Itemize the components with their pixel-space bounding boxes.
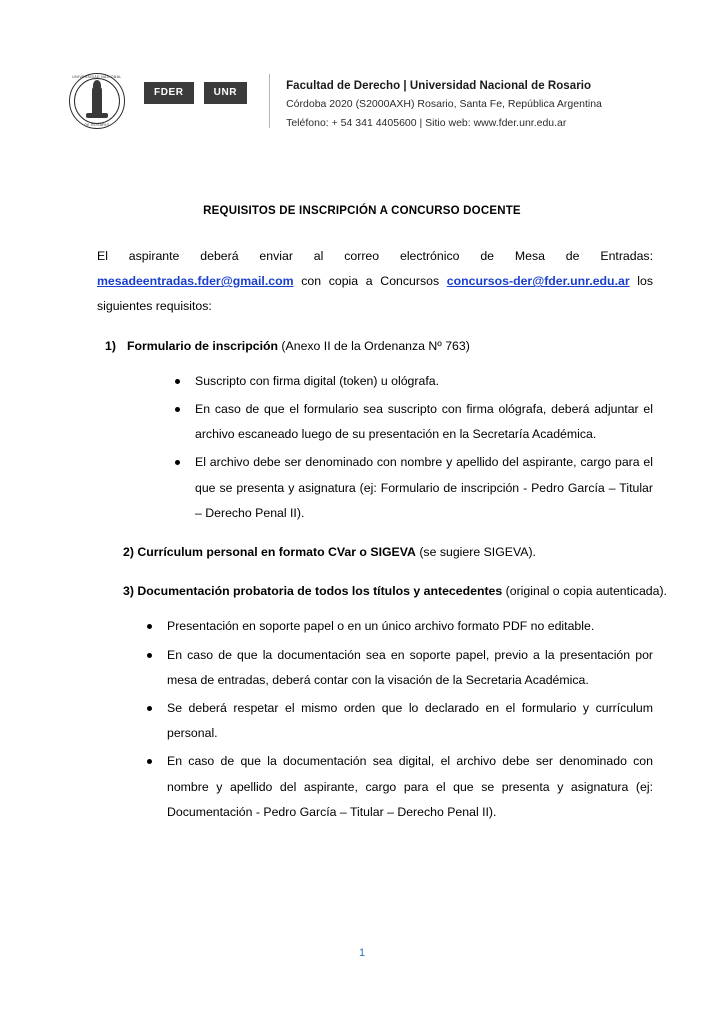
crest-top-text: UNIVERSIDAD NACIONAL [72, 75, 122, 79]
list-item: Suscripto con firma digital (token) u ológrafa. [169, 369, 653, 394]
faculty-logos [144, 82, 247, 104]
institution-address: Córdoba 2020 (S2000AXH) Rosario, Santa Fe, República Argentina [286, 98, 602, 111]
requirement-3-detail: (original o copia autenticada). [502, 584, 667, 599]
intro-text-part2: con copia a Concursos [293, 274, 447, 289]
requirement-1-bullets [169, 369, 653, 526]
crest-bottom-text: DE ROSARIO [84, 123, 110, 127]
list-item: En caso de que la documentación sea en soporte papel, previo a la presentación por mesa de entradas, deberá contar con la visación de la Secretaria Académica. [141, 643, 653, 693]
requirement-1-title: Formulario de inscripción [127, 338, 279, 353]
logo-unr: UNR [204, 82, 247, 104]
requirement-1-number: 1) [105, 338, 116, 353]
requirement-1-detail: (Anexo II de la Ordenanza Nº 763) [278, 338, 470, 353]
document-header [68, 70, 658, 132]
list-item: Se deberá respetar el mismo orden que lo declarado en el formulario y currículum personal. [141, 696, 653, 746]
logo-fder: FDER [144, 82, 194, 104]
requirement-item-3 [123, 579, 679, 604]
requirement-2-number: 2) [123, 545, 134, 560]
document-content [97, 244, 667, 828]
email-concursos-link[interactable]: concursos-der@fder.unr.edu.ar [446, 274, 630, 289]
intro-paragraph [97, 244, 653, 320]
page-number: 1 [358, 947, 366, 959]
intro-text-part3: los siguientes requisitos: [97, 274, 654, 314]
requirement-3-number: 3) [123, 584, 134, 599]
requirement-2-detail: (se sugiere SIGEVA). [415, 545, 536, 560]
list-item: Presentación en soporte papel o en un único archivo formato PDF no editable. [141, 614, 653, 639]
requirement-3-title: Documentación probatoria de todos los títulos y antecedentes [137, 584, 503, 599]
university-crest-icon [68, 72, 128, 132]
list-item: En caso de que la documentación sea digital, el archivo debe ser denominado con nombre y apellido del aspirante, cargo para el que se presenta y asignatura (ej: Documentación - Pedro García – Titular – Derecho Penal II). [141, 749, 653, 825]
requirement-3-bullets [141, 614, 653, 825]
header-text-block [286, 70, 658, 132]
list-item: El archivo debe ser denominado con nombre y apellido del aspirante, cargo para el que se presenta y asignatura (ej: Formulario de inscripción - Pedro García – Titular – Derecho Penal II). [169, 450, 653, 526]
email-mesa-entradas-link[interactable]: mesadeentradas.fder@gmail.com [97, 274, 294, 289]
requirement-2-title: Currículum personal en formato CVar o SIGEVA [137, 545, 416, 560]
list-item: En caso de que el formulario sea suscripto con firma ológrafa, deberá adjuntar el archivo escaneado luego de su presentación en la Secretaría Académica. [169, 397, 653, 447]
header-divider [269, 74, 270, 128]
intro-text-part1: El aspirante deberá enviar al correo electrónico de Mesa de Entradas: [97, 249, 653, 263]
institution-contact: Teléfono: + 54 341 4405600 | Sitio web: www.fder.unr.edu.ar [286, 116, 567, 129]
requirement-item-2 [123, 540, 679, 565]
page-title: REQUISITOS DE INSCRIPCIÓN A CONCURSO DOCENTE [203, 205, 521, 217]
institution-name: Facultad de Derecho | Universidad Nacional de Rosario [286, 80, 592, 92]
requirement-item-1 [97, 334, 653, 359]
